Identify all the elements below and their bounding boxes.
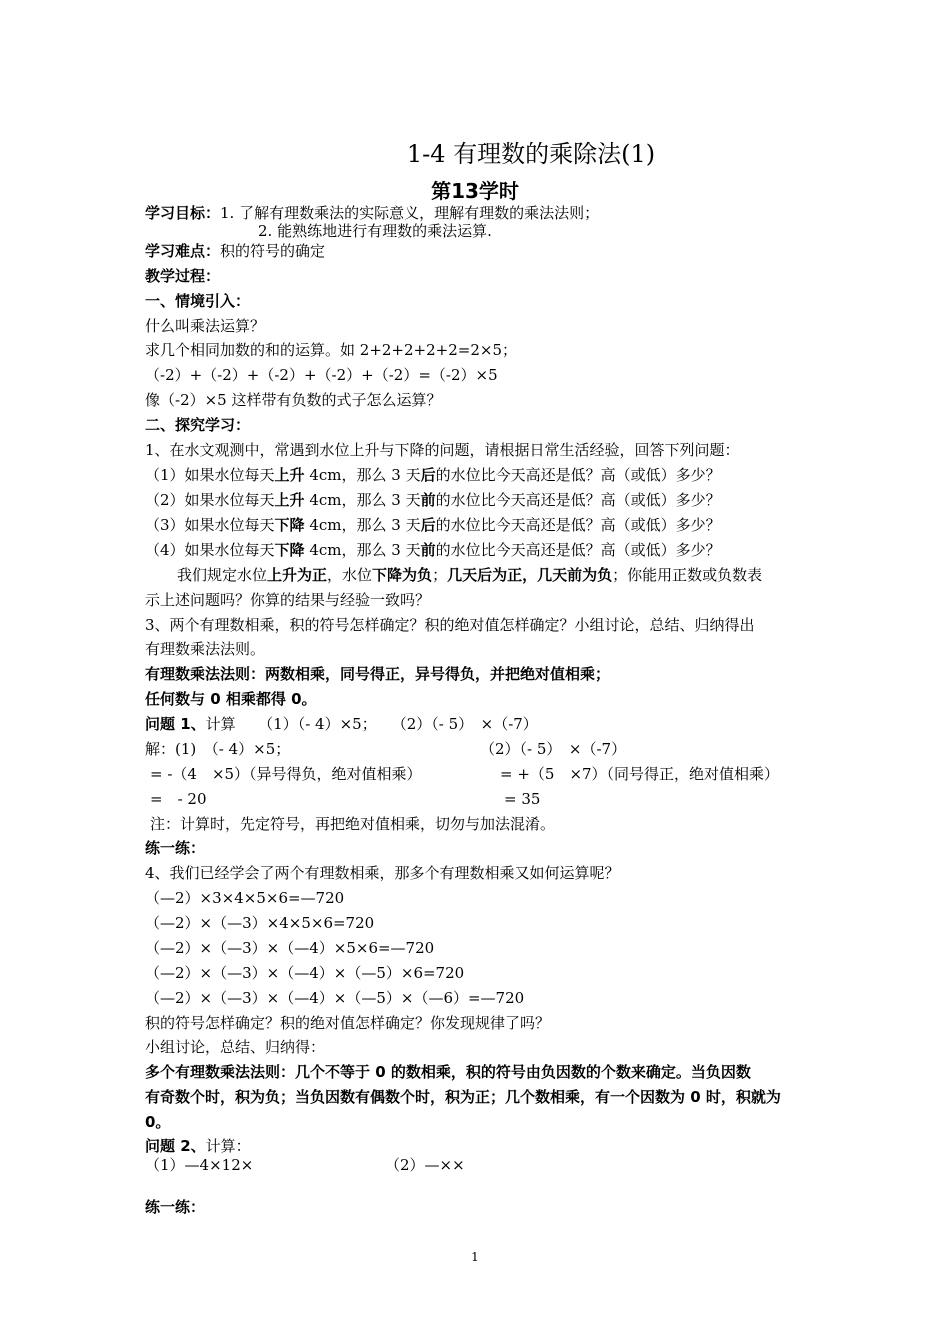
intro-line-1: 什么叫乘法运算？ xyxy=(145,317,266,335)
solution-a-line-3: = - 20 xyxy=(150,790,207,808)
question-3-line-2: 有理数乘法法则。 xyxy=(145,640,266,658)
rule-intro-line-2: 示上述问题吗？你算的结果与经验一致吗？ xyxy=(145,591,431,609)
multi-rule-line-1: 多个有理数乘法法则：几个不等于 0 的数相乘，积的符号由负因数的个数来确定。当负因数 xyxy=(145,1063,751,1081)
process-heading: 教学过程： xyxy=(145,267,221,285)
lesson-number: 第13学时 xyxy=(431,179,519,203)
discussion-line: 小组讨论，总结、归纳得： xyxy=(145,1038,326,1056)
intro-line-3: （-2）+（-2）+（-2）+（-2）+（-2）=（-2）×5 xyxy=(145,366,498,384)
equation-4: （—2）×（—3）×（—4）×（—5）×6=720 xyxy=(145,964,465,982)
equation-3: （—2）×（—3）×（—4）×5×6=—720 xyxy=(145,939,435,957)
solution-a-line-1: 解：(1) （- 4）×5； xyxy=(145,740,291,758)
multi-rule-line-3: 0。 xyxy=(145,1113,171,1131)
sub-question-4: （4）如果水位每天下降 4cm，那么 3 天前的水位比今天高还是低？高（或低）多少？ xyxy=(145,541,721,559)
section-2-heading: 二、探究学习： xyxy=(145,416,251,434)
intro-line-2: 求几个相同加数的和的运算。如 2+2+2+2+2=2×5； xyxy=(145,341,517,359)
question-4: 4、我们已经学会了两个有理数相乘，那多个有理数相乘又如何运算呢？ xyxy=(145,864,620,882)
practice-heading-1: 练一练： xyxy=(145,839,206,857)
question-ask: 积的符号怎样确定？积的绝对值怎样确定？你发现规律了吗？ xyxy=(145,1014,551,1032)
problem-2-part-a: （1）—4×12× xyxy=(145,1156,254,1174)
equation-5: （—2）×（—3）×（—4）×（—5）×（—6）=—720 xyxy=(145,989,525,1007)
solution-b-line-1: （2）（- 5） ×（-7） xyxy=(480,740,627,758)
page-number: 1 xyxy=(471,1250,479,1264)
rule-intro-line-1: 我们规定水位上升为正，水位下降为负；几天后为正，几天前为负；你能用正数或负数表 xyxy=(177,566,763,584)
problem-1: 问题 1、计算 （1）（- 4）×5； （2）（- 5） ×（-7） xyxy=(145,715,538,733)
intro-line-4: 像（-2）×5 这样带有负数的式子怎么运算？ xyxy=(145,391,442,409)
sub-question-1: （1）如果水位每天上升 4cm，那么 3 天后的水位比今天高还是低？高（或低）多少？ xyxy=(145,466,721,484)
multiplication-rule: 有理数乘法法则：两数相乘，同号得正，异号得负，并把绝对值相乘； xyxy=(145,665,611,683)
page-title: 1-4 有理数的乘除法(1) xyxy=(406,140,656,168)
multi-rule-line-2: 有奇数个时，积为负；当负因数有偶数个时，积为正；几个数相乘，有一个因数为 0 时，积就为 xyxy=(145,1088,781,1106)
equation-1: （—2）×3×4×5×6=—720 xyxy=(145,889,345,907)
note-line: 注：计算时，先定符号，再把绝对值相乘，切勿与加法混淆。 xyxy=(150,815,556,833)
equation-2: （—2）×（—3）×4×5×6=720 xyxy=(145,914,375,932)
section-1-heading: 一、情境引入： xyxy=(145,292,251,310)
problem-2: 问题 2、计算： xyxy=(145,1137,251,1155)
solution-b-line-2: = +（5 ×7）（同号得正，绝对值相乘） xyxy=(500,765,780,783)
practice-heading-2: 练一练： xyxy=(145,1198,206,1216)
zero-rule: 任何数与 0 相乘都得 0。 xyxy=(145,690,317,708)
solution-b-line-3: = 35 xyxy=(504,790,541,808)
sub-question-3: （3）如果水位每天下降 4cm，那么 3 天后的水位比今天高还是低？高（或低）多少？ xyxy=(145,516,721,534)
difficulty-line: 学习难点：积的符号的确定 xyxy=(145,242,326,260)
question-1: 1、在水文观测中，常遇到水位上升与下降的问题，请根据日常生活经验，回答下列问题： xyxy=(145,441,740,459)
problem-2-part-b: （2）—×× xyxy=(385,1156,465,1174)
sub-question-2: （2）如果水位每天上升 4cm，那么 3 天前的水位比今天高还是低？高（或低）多少？ xyxy=(145,491,721,509)
goal-line-2: 2. 能熟练地进行有理数的乘法运算. xyxy=(258,222,492,240)
solution-a-line-2: = -（4 ×5）（异号得负，绝对值相乘） xyxy=(150,765,422,783)
goal-line-1: 学习目标：1. 了解有理数乘法的实际意义，理解有理数的乘法法则； xyxy=(145,204,600,222)
question-3-line-1: 3、两个有理数相乘，积的符号怎样确定？积的绝对值怎样确定？小组讨论，总结、归纳得出 xyxy=(145,616,755,634)
